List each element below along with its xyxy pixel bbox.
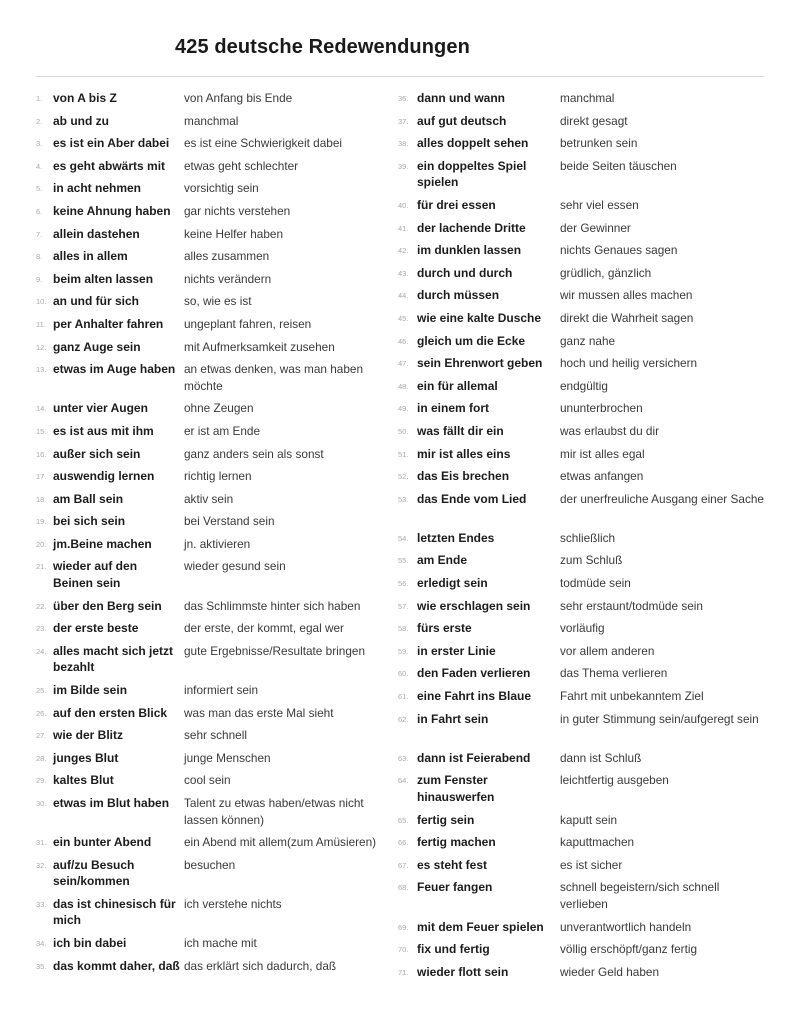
entry-meaning: der erste, der kommt, egal wer bbox=[184, 621, 344, 636]
entry-meaning: alles zusammen bbox=[184, 249, 270, 264]
entry-phrase: über den Berg sein bbox=[53, 598, 162, 613]
entry-meaning: beide Seiten täuschen bbox=[560, 158, 677, 173]
entry-meaning: direkt gesagt bbox=[560, 113, 628, 128]
entry-number: 63. bbox=[398, 753, 409, 763]
list-item bbox=[398, 113, 768, 136]
entry-phrase: das ist chinesisch für mich bbox=[53, 896, 176, 928]
entry-meaning: der unerfreuliche Ausgang einer Sache bbox=[560, 491, 764, 506]
entry-number: 66. bbox=[398, 838, 409, 848]
entry-meaning: ein Abend mit allem(zum Amüsieren) bbox=[184, 835, 377, 850]
entry-phrase: dann und wann bbox=[417, 91, 505, 105]
entry-number: 18. bbox=[36, 494, 47, 504]
entry-meaning: ich mache mit bbox=[184, 936, 257, 951]
entry-phrase: beim alten lassen bbox=[53, 271, 154, 286]
entry-number: 57. bbox=[398, 601, 409, 611]
entry-meaning: bei Verstand sein bbox=[184, 514, 275, 529]
list-item bbox=[398, 446, 768, 469]
list-item bbox=[36, 271, 386, 294]
entry-phrase: der lachende Dritte bbox=[417, 220, 526, 235]
entry-number: 58. bbox=[398, 624, 409, 634]
entry-phrase: alles macht sich jetzt bezahlt bbox=[53, 643, 174, 675]
entry-meaning: ohne Zeugen bbox=[184, 401, 254, 416]
entry-number: 59. bbox=[398, 646, 409, 656]
list-item bbox=[398, 265, 768, 288]
entry-meaning: etwas anfangen bbox=[560, 469, 644, 484]
entry-phrase: von A bis Z bbox=[53, 91, 117, 105]
entry-number: 11. bbox=[36, 319, 46, 329]
entry-number: 19. bbox=[36, 517, 47, 527]
list-item bbox=[398, 598, 768, 621]
entry-phrase: das Ende vom Lied bbox=[417, 491, 527, 506]
entry-phrase: auf/zu Besuch sein/kommen bbox=[53, 857, 135, 889]
entry-meaning: etwas geht schlechter bbox=[184, 158, 299, 173]
entry-number: 42. bbox=[398, 246, 409, 256]
entry-number: 38. bbox=[398, 139, 409, 149]
entry-number: 17. bbox=[36, 472, 47, 482]
list-item bbox=[36, 643, 386, 682]
entry-meaning: nichts Genaues sagen bbox=[560, 243, 678, 258]
entry-phrase: fürs erste bbox=[417, 621, 472, 636]
list-item bbox=[36, 491, 386, 514]
entry-meaning: kaputt sein bbox=[560, 812, 618, 827]
entry-meaning: sehr schnell bbox=[184, 728, 247, 743]
entry-phrase: durch und durch bbox=[417, 265, 513, 280]
entry-phrase: wie der Blitz bbox=[53, 728, 124, 743]
list-item bbox=[36, 620, 386, 643]
list-item bbox=[398, 879, 768, 918]
entry-number: 28. bbox=[36, 753, 47, 763]
entry-number: 13. bbox=[36, 365, 47, 375]
entry-phrase: auswendig lernen bbox=[53, 469, 155, 484]
list-item bbox=[36, 248, 386, 271]
entry-meaning: ganz nahe bbox=[560, 333, 616, 348]
list-item bbox=[398, 941, 768, 964]
entry-number: 25. bbox=[36, 686, 47, 696]
entry-phrase: das kommt daher, daß bbox=[53, 958, 180, 973]
entry-phrase: durch müssen bbox=[417, 288, 500, 303]
entry-meaning: hoch und heilig versichern bbox=[560, 356, 698, 371]
entry-number: 33. bbox=[36, 899, 47, 909]
list-item bbox=[36, 180, 386, 203]
entry-phrase: fertig sein bbox=[417, 812, 475, 827]
entry-number: 10. bbox=[36, 297, 47, 307]
entry-number: 20. bbox=[36, 539, 47, 549]
list-item bbox=[36, 361, 386, 400]
entry-number: 62. bbox=[398, 714, 409, 724]
entry-number: 1. bbox=[36, 94, 43, 103]
entry-phrase: außer sich sein bbox=[53, 446, 141, 461]
entry-number: 70. bbox=[398, 945, 409, 955]
entry-phrase: wieder flott sein bbox=[417, 964, 509, 979]
entry-meaning: zum Schluß bbox=[560, 553, 623, 568]
entry-phrase: bei sich sein bbox=[53, 514, 126, 529]
entry-meaning: wir mussen alles machen bbox=[560, 288, 693, 303]
list-item bbox=[398, 135, 768, 158]
entry-number: 31. bbox=[36, 838, 47, 848]
entry-phrase: das Eis brechen bbox=[417, 469, 510, 484]
list-item bbox=[398, 333, 768, 356]
entry-meaning: ganz anders sein als sonst bbox=[184, 446, 324, 461]
entry-number: 39. bbox=[398, 161, 409, 171]
page-title: 425 deutsche Redewendungen bbox=[175, 36, 470, 58]
entry-number: 34. bbox=[36, 939, 47, 949]
list-item bbox=[36, 226, 386, 249]
entry-number: 8. bbox=[36, 252, 43, 262]
list-item bbox=[398, 287, 768, 310]
entry-meaning: wieder Geld haben bbox=[560, 964, 660, 979]
entry-meaning: völlig erschöpft/ganz fertig bbox=[560, 942, 698, 957]
list-item bbox=[398, 242, 768, 265]
entry-meaning: grüdlich, gänzlich bbox=[560, 265, 652, 280]
entry-meaning: endgültig bbox=[560, 378, 608, 393]
list-item bbox=[398, 643, 768, 666]
entry-phrase: in acht nehmen bbox=[53, 181, 142, 196]
list-item bbox=[36, 750, 386, 773]
entry-meaning: sehr viel essen bbox=[560, 197, 639, 212]
entry-number: 60. bbox=[398, 669, 409, 679]
entry-meaning: jn. aktivieren bbox=[184, 536, 251, 551]
entry-number: 44. bbox=[398, 291, 409, 301]
entry-number: 7. bbox=[36, 229, 43, 239]
left-column bbox=[36, 90, 386, 997]
entry-phrase: per Anhalter fahren bbox=[53, 316, 164, 331]
entry-meaning: der Gewinner bbox=[560, 220, 631, 235]
entry-meaning: an etwas denken, was man haben möchte bbox=[184, 362, 364, 393]
entry-number: 45. bbox=[398, 313, 409, 323]
entry-number: 54. bbox=[398, 533, 409, 543]
entry-phrase: es ist aus mit ihm bbox=[53, 423, 154, 438]
list-item bbox=[398, 750, 768, 773]
list-item bbox=[36, 558, 386, 597]
entry-phrase: Feuer fangen bbox=[417, 880, 493, 895]
entry-meaning: aktiv sein bbox=[184, 491, 234, 506]
entry-phrase: am Ball sein bbox=[53, 491, 124, 506]
entry-phrase: in erster Linie bbox=[417, 643, 496, 658]
entry-meaning: nichts verändern bbox=[184, 271, 272, 286]
list-item bbox=[398, 491, 768, 530]
entry-phrase: ein bunter Abend bbox=[53, 835, 152, 850]
entry-number: 29. bbox=[36, 776, 47, 786]
entry-phrase: in einem fort bbox=[417, 401, 490, 416]
entry-phrase: keine Ahnung haben bbox=[53, 203, 171, 218]
right-column bbox=[398, 90, 768, 986]
entry-phrase: an und für sich bbox=[53, 294, 140, 309]
entry-meaning: vorläufig bbox=[560, 621, 605, 636]
entry-phrase: es ist ein Aber dabei bbox=[53, 136, 170, 151]
list-item bbox=[398, 834, 768, 857]
list-item bbox=[36, 795, 386, 834]
list-item bbox=[398, 355, 768, 378]
entry-number: 2. bbox=[36, 116, 43, 126]
entry-phrase: es geht abwärts mit bbox=[53, 158, 166, 173]
entry-number: 46. bbox=[398, 336, 409, 346]
entry-meaning: das Thema verlieren bbox=[560, 666, 668, 681]
entry-phrase: erledigt sein bbox=[417, 576, 488, 591]
entry-phrase: ganz Auge sein bbox=[53, 339, 141, 354]
entry-number: 23. bbox=[36, 624, 47, 634]
entry-number: 6. bbox=[36, 206, 43, 216]
entry-number: 5. bbox=[36, 184, 43, 194]
entry-number: 41. bbox=[398, 223, 409, 233]
entry-phrase: fix und fertig bbox=[417, 942, 490, 957]
entry-number: 68. bbox=[398, 883, 409, 893]
entry-phrase: junges Blut bbox=[53, 750, 119, 765]
title-divider bbox=[36, 76, 764, 77]
list-item bbox=[398, 665, 768, 688]
list-item bbox=[36, 536, 386, 559]
entry-number: 61. bbox=[398, 692, 409, 702]
entry-number: 55. bbox=[398, 556, 409, 566]
entry-number: 32. bbox=[36, 860, 47, 870]
list-item bbox=[36, 727, 386, 750]
entry-phrase: jm.Beine machen bbox=[53, 536, 152, 551]
list-item bbox=[36, 682, 386, 705]
entry-phrase: wie eine kalte Dusche bbox=[417, 310, 542, 325]
list-item bbox=[36, 203, 386, 226]
entry-meaning: richtig lernen bbox=[184, 469, 252, 484]
entry-phrase: in Fahrt sein bbox=[417, 711, 489, 726]
entry-number: 27. bbox=[36, 731, 47, 741]
entry-meaning: ununterbrochen bbox=[560, 401, 643, 416]
list-item bbox=[398, 530, 768, 553]
entry-phrase: der erste beste bbox=[53, 621, 139, 636]
entry-meaning: es ist sicher bbox=[560, 857, 623, 872]
entry-number: 9. bbox=[36, 274, 43, 284]
list-item bbox=[398, 400, 768, 423]
entry-meaning: manchmal bbox=[560, 91, 615, 105]
entry-phrase: letzten Endes bbox=[417, 530, 495, 545]
entry-number: 21. bbox=[36, 562, 47, 572]
entry-meaning: junge Menschen bbox=[184, 750, 271, 765]
list-item bbox=[398, 552, 768, 575]
entry-number: 64. bbox=[398, 776, 409, 786]
list-item bbox=[398, 423, 768, 446]
entry-meaning: von Anfang bis Ende bbox=[184, 91, 293, 105]
entry-phrase: unter vier Augen bbox=[53, 401, 148, 416]
entry-phrase: etwas im Auge haben bbox=[53, 362, 176, 377]
entry-meaning: das erklärt sich dadurch, daß bbox=[184, 958, 337, 973]
list-item bbox=[36, 958, 386, 997]
list-item bbox=[398, 310, 768, 333]
list-item bbox=[36, 446, 386, 469]
list-item bbox=[398, 90, 768, 113]
entry-meaning: informiert sein bbox=[184, 683, 259, 698]
entry-phrase: was fällt dir ein bbox=[417, 423, 504, 438]
entry-number: 43. bbox=[398, 268, 409, 278]
entry-phrase: im Bilde sein bbox=[53, 683, 128, 698]
entry-number: 36. bbox=[398, 94, 409, 103]
entry-number: 15. bbox=[36, 426, 47, 436]
entry-meaning: keine Helfer haben bbox=[184, 226, 284, 241]
entry-phrase: den Faden verlieren bbox=[417, 666, 531, 681]
list-item bbox=[36, 158, 386, 181]
list-item bbox=[36, 113, 386, 136]
entry-meaning: dann ist Schluß bbox=[560, 750, 642, 765]
entry-meaning: besuchen bbox=[184, 857, 236, 872]
entry-number: 24. bbox=[36, 646, 47, 656]
entry-phrase: wieder auf den Beinen sein bbox=[53, 559, 138, 590]
list-item bbox=[36, 468, 386, 491]
entry-number: 35. bbox=[36, 961, 47, 971]
entry-meaning: so, wie es ist bbox=[184, 294, 252, 309]
entry-meaning: was erlaubst du dir bbox=[560, 423, 660, 438]
entry-phrase: am Ende bbox=[417, 553, 468, 568]
entry-number: 65. bbox=[398, 815, 409, 825]
entry-meaning: in guter Stimmung sein/aufgeregt sein bbox=[560, 711, 759, 726]
list-item bbox=[36, 513, 386, 536]
list-item bbox=[36, 705, 386, 728]
entry-phrase: es steht fest bbox=[417, 857, 488, 872]
entry-number: 12. bbox=[36, 342, 47, 352]
entry-number: 48. bbox=[398, 381, 409, 391]
entry-meaning: gute Ergebnisse/Resultate bringen bbox=[184, 643, 366, 658]
entry-meaning: cool sein bbox=[184, 773, 231, 788]
entry-meaning: vor allem anderen bbox=[560, 643, 655, 658]
entry-phrase: fertig machen bbox=[417, 835, 496, 850]
entry-number: 49. bbox=[398, 404, 409, 414]
entry-phrase: alles doppelt sehen bbox=[417, 136, 529, 151]
entry-meaning: sehr erstaunt/todmüde sein bbox=[560, 598, 703, 613]
list-item bbox=[398, 575, 768, 598]
entry-meaning: manchmal bbox=[184, 113, 239, 128]
list-item bbox=[398, 468, 768, 491]
entry-phrase: auf den ersten Blick bbox=[53, 705, 168, 720]
entry-meaning: mir ist alles egal bbox=[560, 446, 645, 461]
list-item bbox=[36, 135, 386, 158]
list-item bbox=[398, 197, 768, 220]
entry-number: 4. bbox=[36, 161, 43, 171]
entry-meaning: vorsichtig sein bbox=[184, 181, 259, 196]
entry-meaning: wieder gesund sein bbox=[184, 559, 286, 574]
entry-phrase: für drei essen bbox=[417, 197, 496, 212]
list-item bbox=[398, 711, 768, 750]
entry-number: 52. bbox=[398, 472, 409, 482]
entry-meaning: direkt die Wahrheit sagen bbox=[560, 310, 694, 325]
entry-phrase: eine Fahrt ins Blaue bbox=[417, 689, 532, 704]
entry-number: 67. bbox=[398, 860, 409, 870]
entry-number: 30. bbox=[36, 799, 47, 808]
entry-number: 3. bbox=[36, 139, 43, 149]
entry-meaning: gar nichts verstehen bbox=[184, 203, 291, 218]
entry-number: 56. bbox=[398, 579, 409, 589]
entry-phrase: mir ist alles eins bbox=[417, 446, 511, 461]
entry-meaning: ich verstehe nichts bbox=[184, 896, 282, 911]
entry-meaning: betrunken sein bbox=[560, 136, 638, 151]
entry-number: 51. bbox=[398, 449, 409, 459]
entry-number: 26. bbox=[36, 708, 47, 718]
entry-number: 16. bbox=[36, 449, 47, 459]
entry-phrase: dann ist Feierabend bbox=[417, 750, 531, 765]
list-item bbox=[36, 339, 386, 362]
entry-phrase: ein doppeltes Spiel spielen bbox=[417, 158, 527, 190]
entry-number: 50. bbox=[398, 426, 409, 436]
entry-phrase: gleich um die Ecke bbox=[417, 333, 526, 348]
list-item bbox=[398, 772, 768, 811]
entry-phrase: auf gut deutsch bbox=[417, 113, 507, 128]
entry-meaning: ungeplant fahren, reisen bbox=[184, 316, 312, 331]
entry-phrase: im dunklen lassen bbox=[417, 243, 522, 258]
list-item bbox=[398, 620, 768, 643]
entry-meaning: schließlich bbox=[560, 530, 616, 545]
list-item bbox=[398, 964, 768, 987]
entry-phrase: ab und zu bbox=[53, 113, 109, 128]
entry-number: 22. bbox=[36, 601, 47, 611]
entry-number: 71. bbox=[398, 967, 409, 977]
list-item bbox=[398, 812, 768, 835]
entry-phrase: alles in allem bbox=[53, 249, 128, 264]
entry-meaning: todmüde sein bbox=[560, 576, 631, 591]
entry-phrase: ein für allemal bbox=[417, 378, 498, 393]
entry-number: 69. bbox=[398, 922, 409, 932]
entry-phrase: etwas im Blut haben bbox=[53, 796, 170, 810]
entry-phrase: allein dastehen bbox=[53, 226, 140, 241]
list-item bbox=[36, 423, 386, 446]
entry-meaning: Fahrt mit unbekanntem Ziel bbox=[560, 689, 704, 704]
list-item bbox=[36, 400, 386, 423]
entry-number: 37. bbox=[398, 116, 409, 126]
entry-number: 40. bbox=[398, 200, 409, 210]
entry-phrase: ich bin dabei bbox=[53, 936, 127, 951]
list-item bbox=[398, 919, 768, 942]
entry-meaning: leichtfertig ausgeben bbox=[560, 773, 669, 788]
entry-number: 47. bbox=[398, 359, 409, 369]
entry-meaning: es ist eine Schwierigkeit dabei bbox=[184, 136, 343, 151]
entry-phrase: sein Ehrenwort geben bbox=[417, 356, 543, 371]
entry-meaning: kaputtmachen bbox=[560, 835, 635, 850]
list-item bbox=[36, 896, 386, 935]
entry-meaning: er ist am Ende bbox=[184, 423, 261, 438]
list-item bbox=[398, 378, 768, 401]
entry-meaning: was man das erste Mal sieht bbox=[184, 705, 334, 720]
entry-meaning: Talent zu etwas haben/etwas nicht lassen können) bbox=[184, 796, 364, 827]
entry-meaning: schnell begeistern/sich schnell verlieben bbox=[560, 880, 720, 911]
list-item bbox=[36, 935, 386, 958]
list-item bbox=[36, 598, 386, 621]
entry-meaning: das Schlimmste hinter sich haben bbox=[184, 598, 361, 613]
list-item bbox=[398, 158, 768, 197]
list-item bbox=[36, 772, 386, 795]
list-item bbox=[36, 293, 386, 316]
entry-number: 14. bbox=[36, 404, 47, 414]
entry-phrase: mit dem Feuer spielen bbox=[417, 919, 544, 934]
list-item bbox=[398, 688, 768, 711]
list-item bbox=[36, 316, 386, 339]
entry-phrase: wie erschlagen sein bbox=[417, 598, 531, 613]
list-item bbox=[36, 90, 386, 113]
entry-meaning: unverantwortlich handeln bbox=[560, 919, 692, 934]
entry-meaning: mit Aufmerksamkeit zusehen bbox=[184, 339, 335, 354]
list-item bbox=[398, 220, 768, 243]
list-item bbox=[36, 834, 386, 857]
entry-number: 53. bbox=[398, 494, 409, 504]
list-item bbox=[398, 857, 768, 880]
entry-phrase: kaltes Blut bbox=[53, 773, 114, 788]
list-item bbox=[36, 857, 386, 896]
entry-phrase: zum Fenster hinauswerfen bbox=[417, 773, 495, 804]
